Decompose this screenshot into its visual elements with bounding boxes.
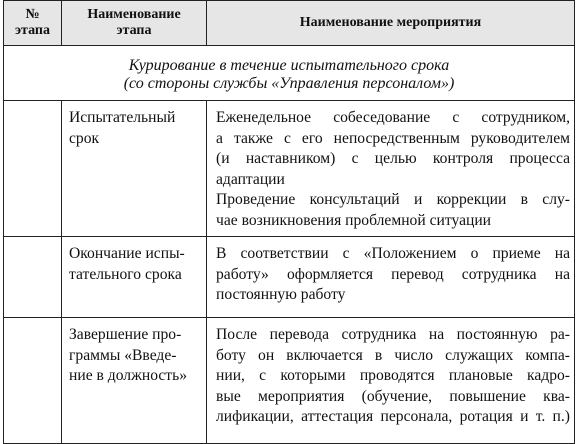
section-row — [4, 46, 575, 101]
table-row — [4, 237, 575, 318]
header-stage-number — [4, 1, 62, 46]
activity-line: нии, с которыми проводятся плановые кадро- — [216, 367, 570, 384]
stage-number-cell — [4, 101, 62, 237]
stage-name-line: ние в должность» — [69, 367, 188, 384]
activity-line: (и наставником) с целью контроля процесса — [216, 150, 570, 167]
activity-line: работу» оформляется перевод сотрудника на — [216, 265, 570, 283]
activity-line: лификации, аттестация персонала, ротация и т. п.) — [216, 408, 570, 425]
section-title-line2: (со стороны службы «Управления персоналом») — [123, 75, 455, 92]
stage-name-cell — [62, 101, 207, 237]
activity-cell — [207, 101, 575, 237]
header-col1-line1: № — [25, 7, 40, 22]
activity-line: постоянную работу — [216, 286, 346, 303]
activity-cell — [207, 237, 575, 318]
stage-name-line: граммы «Введе- — [69, 346, 177, 364]
header-col2-line1: Наименование — [87, 7, 181, 22]
activity-line: Еженедельное собеседование с сотрудником, — [216, 109, 570, 126]
table-row — [4, 318, 575, 444]
header-col1-line2: этапа — [15, 23, 50, 38]
activity-line: а также с его непосредственным руководителем — [216, 129, 570, 147]
stage-name-line: Испытательный — [69, 109, 176, 126]
section-title — [4, 46, 575, 101]
activity-line: После перевода сотрудника на постоянную ра- — [216, 326, 570, 343]
section-title-line1: Курирование в течение испытательного срока — [128, 57, 450, 74]
stage-number-cell — [4, 318, 62, 444]
stage-name-cell — [62, 237, 207, 318]
table-row — [4, 101, 575, 237]
activity-line: В соответствии с «Положением о приеме на — [216, 245, 570, 262]
stages-table — [3, 0, 575, 444]
activity-cell — [207, 318, 575, 444]
header-stage-name — [62, 1, 207, 46]
activity-line: вые мероприятия (обучение, повышение ква- — [216, 387, 570, 405]
stage-name-line: срок — [69, 129, 100, 147]
stage-name-line: Завершение про- — [69, 326, 182, 343]
header-col2-line2: этапа — [116, 23, 152, 38]
stage-name-line: тательного срока — [69, 265, 182, 283]
header-activity-name — [207, 1, 575, 46]
table-header-row — [4, 1, 575, 46]
stage-number-cell — [4, 237, 62, 318]
stage-name-cell — [62, 318, 207, 444]
activity-line: адаптации — [216, 170, 285, 188]
activity-line: Проведение консультаций и коррекции в слу- — [216, 191, 570, 208]
activity-line: чае возникновения проблемной ситуации — [216, 211, 492, 229]
activity-line: боту он включается в число служащих компа- — [216, 346, 570, 364]
header-col3: Наименование мероприятия — [299, 15, 482, 30]
stage-name-line: Окончание испы- — [69, 245, 185, 262]
